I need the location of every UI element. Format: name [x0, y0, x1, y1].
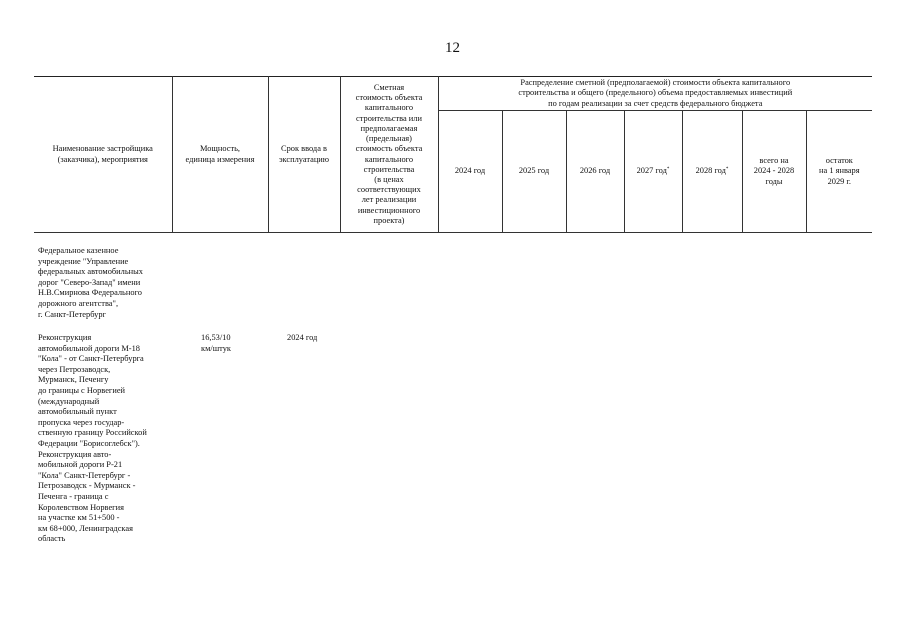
page-number: 12 [445, 40, 460, 56]
organization-name: Федеральное казенное учреждение "Управление федеральных автомобильных дорог "Северо-Запад" имени Н.В.Смирнова Федерального дорожного агентства", г. Санкт-Петербург [38, 246, 143, 319]
measure-description: Реконструкция автомобильной дороги М-18 "Кола" - от Санкт-Петербурга через Петрозаводск, Мурманск, Печенгу до границы с Норвегией (международный автомобильный пункт пропуска через государ- ственную границу Российской Федерации "Борисоглебск"). Реконструкция авто- мобильной дороги Р-21 "Кола" Санкт-Петербург - Петрозаводск - Мурманск - Печенга - граница с Королевством Норвегия на участке км 51+500 - км 68+000, Ленинградская область [38, 333, 147, 544]
measure-term: 2024 год [287, 333, 318, 342]
header-term: Срок ввода в эксплуатацию [268, 77, 340, 233]
header-year-2027: 2027 год* [624, 111, 682, 233]
investment-table [34, 76, 872, 233]
header-year-2025: 2025 год [502, 111, 566, 233]
header-distribution: Распределение сметной (предполагаемой) стоимости объекта капитального строительства и общего (предельного) объема предоставляемых инвестиций по годам реализации за счет средств федерального бюджета [438, 77, 872, 111]
footnote-mark: * [725, 167, 729, 173]
header-estimated-cost: Сметная стоимость объекта капитального строительства или предполагаемая (предельная) стоимость объекта капитального строительства (в ценах соответствующих лет реализации инвестиционного проекта) [340, 77, 438, 233]
header-remainder: остаток на 1 января 2029 г. [806, 111, 872, 233]
footnote-mark: * [666, 167, 670, 173]
header-name: Наименование застройщика (заказчика), мероприятия [34, 77, 172, 233]
header-year-2026: 2026 год [566, 111, 624, 233]
header-capacity: Мощность, единица измерения [172, 77, 268, 233]
measure-capacity: 16,53/10 км/штук [201, 333, 231, 353]
header-total: всего на 2024 - 2028 годы [742, 111, 806, 233]
header-year-2028: 2028 год* [682, 111, 742, 233]
measure-row [0, 333, 905, 573]
header-year-2024: 2024 год [438, 111, 502, 233]
